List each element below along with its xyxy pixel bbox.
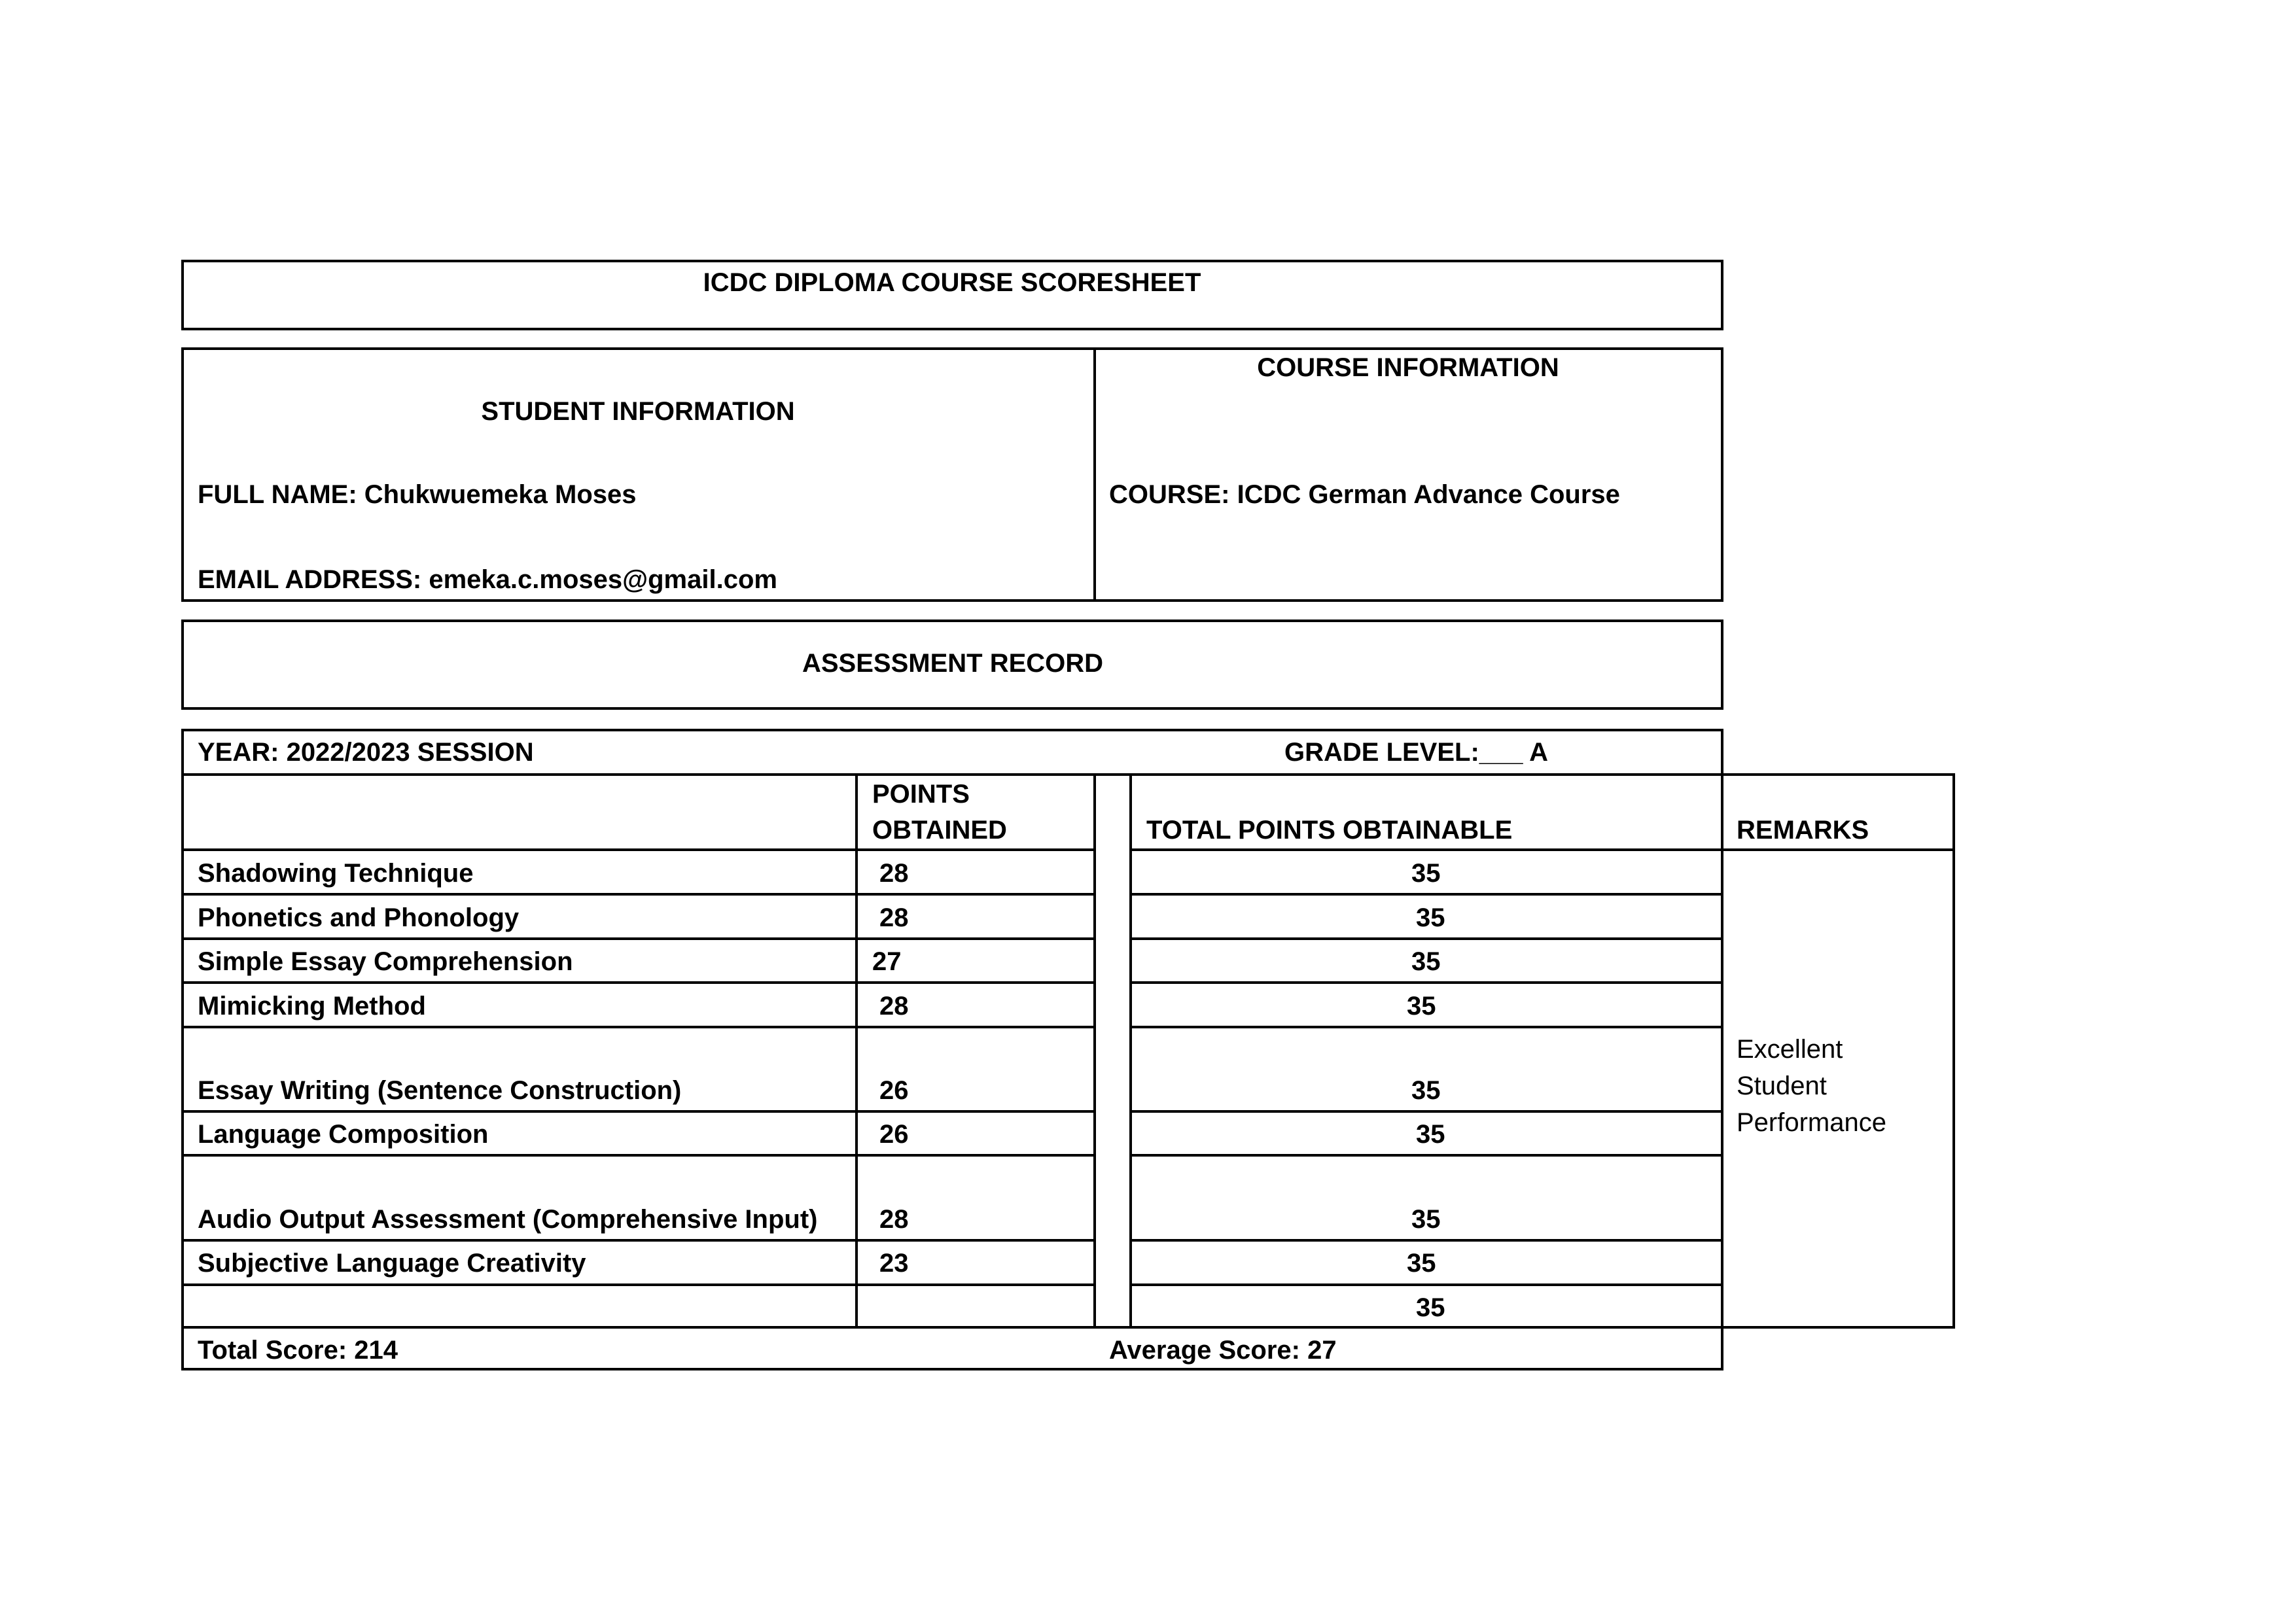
points-obtainable: 35 xyxy=(1416,903,1445,932)
remarks-line: Performance xyxy=(1737,1108,1886,1137)
subject-name: Audio Output Assessment (Comprehensive Input) xyxy=(198,1205,818,1234)
points-header-line2: OBTAINED xyxy=(872,816,1007,845)
points-obtained: 26 xyxy=(879,1120,909,1149)
points-obtainable: 35 xyxy=(1407,992,1436,1021)
row-rule xyxy=(1129,893,1723,896)
points-obtained: 27 xyxy=(872,947,902,976)
row-rule xyxy=(181,1026,1096,1028)
total-score: Total Score: 214 xyxy=(198,1336,398,1365)
row-rule xyxy=(1129,848,1723,851)
remarks-top-border xyxy=(1721,773,1955,776)
remarks-right-border xyxy=(1952,773,1955,1329)
table-left-border xyxy=(181,773,184,1370)
subject-name: Mimicking Method xyxy=(198,992,426,1021)
row-rule xyxy=(1129,937,1723,940)
subject-name: Essay Writing (Sentence Construction) xyxy=(198,1076,682,1105)
course-name: COURSE: ICDC German Advance Course xyxy=(1109,480,1620,509)
student-email: EMAIL ADDRESS: emeka.c.moses@gmail.com xyxy=(198,565,777,594)
student-full-name: FULL NAME: Chukwuemeka Moses xyxy=(198,480,637,509)
row-rule xyxy=(1129,1283,1723,1286)
student-info-heading: STUDENT INFORMATION xyxy=(481,397,795,426)
points-obtained: 23 xyxy=(879,1249,909,1278)
total-col-left xyxy=(1129,773,1132,1329)
remarks-bottom-border xyxy=(1721,1326,1955,1329)
row-rule xyxy=(181,848,1096,851)
remarks-header-rule xyxy=(1721,848,1955,851)
row-rule xyxy=(1129,1154,1723,1157)
row-rule xyxy=(1129,981,1723,984)
info-divider xyxy=(1093,347,1096,602)
points-obtainable: 35 xyxy=(1411,1205,1441,1234)
points-obtainable: 35 xyxy=(1411,947,1441,976)
row-rule xyxy=(181,893,1096,896)
course-info-heading: COURSE INFORMATION xyxy=(1257,353,1559,382)
grade-level: GRADE LEVEL:___ A xyxy=(1284,738,1549,767)
total-header: TOTAL POINTS OBTAINABLE xyxy=(1146,816,1513,845)
points-obtainable: 35 xyxy=(1416,1293,1445,1322)
points-obtainable: 35 xyxy=(1407,1249,1436,1278)
subject-name: Subjective Language Creativity xyxy=(198,1249,586,1278)
row-rule xyxy=(181,1154,1096,1157)
points-obtained: 28 xyxy=(879,859,909,888)
row-rule xyxy=(1129,1026,1723,1028)
subject-name: Simple Essay Comprehension xyxy=(198,947,573,976)
points-col-right xyxy=(1093,773,1096,1329)
points-obtainable: 35 xyxy=(1411,859,1441,888)
points-obtained: 28 xyxy=(879,1205,909,1234)
totals-row xyxy=(181,1326,1723,1370)
points-header-line1: POINTS xyxy=(872,780,970,809)
subject-name: Phonetics and Phonology xyxy=(198,903,520,932)
points-obtained: 28 xyxy=(879,903,909,932)
row-rule xyxy=(181,937,1096,940)
points-col-left xyxy=(855,773,858,1329)
subject-name: Language Composition xyxy=(198,1120,489,1149)
total-col-right xyxy=(1721,773,1723,1370)
row-rule xyxy=(181,1283,1096,1286)
points-obtained: 26 xyxy=(879,1076,909,1105)
remarks-line: Student xyxy=(1737,1072,1827,1100)
subject-name: Shadowing Technique xyxy=(198,859,474,888)
remarks-line: Excellent xyxy=(1737,1035,1843,1064)
session-year: YEAR: 2022/2023 SESSION xyxy=(198,738,534,767)
remarks-header: REMARKS xyxy=(1737,816,1869,845)
row-rule xyxy=(181,1110,1096,1113)
points-obtained: 28 xyxy=(879,992,909,1021)
page-title: ICDC DIPLOMA COURSE SCORESHEET xyxy=(703,268,1201,297)
row-rule xyxy=(181,1239,1096,1242)
row-rule xyxy=(1129,1239,1723,1242)
assessment-heading: ASSESSMENT RECORD xyxy=(802,649,1104,678)
points-obtainable: 35 xyxy=(1411,1076,1441,1105)
average-score: Average Score: 27 xyxy=(1109,1336,1337,1365)
row-rule xyxy=(181,981,1096,984)
points-obtainable: 35 xyxy=(1416,1120,1445,1149)
row-rule xyxy=(1129,1110,1723,1113)
